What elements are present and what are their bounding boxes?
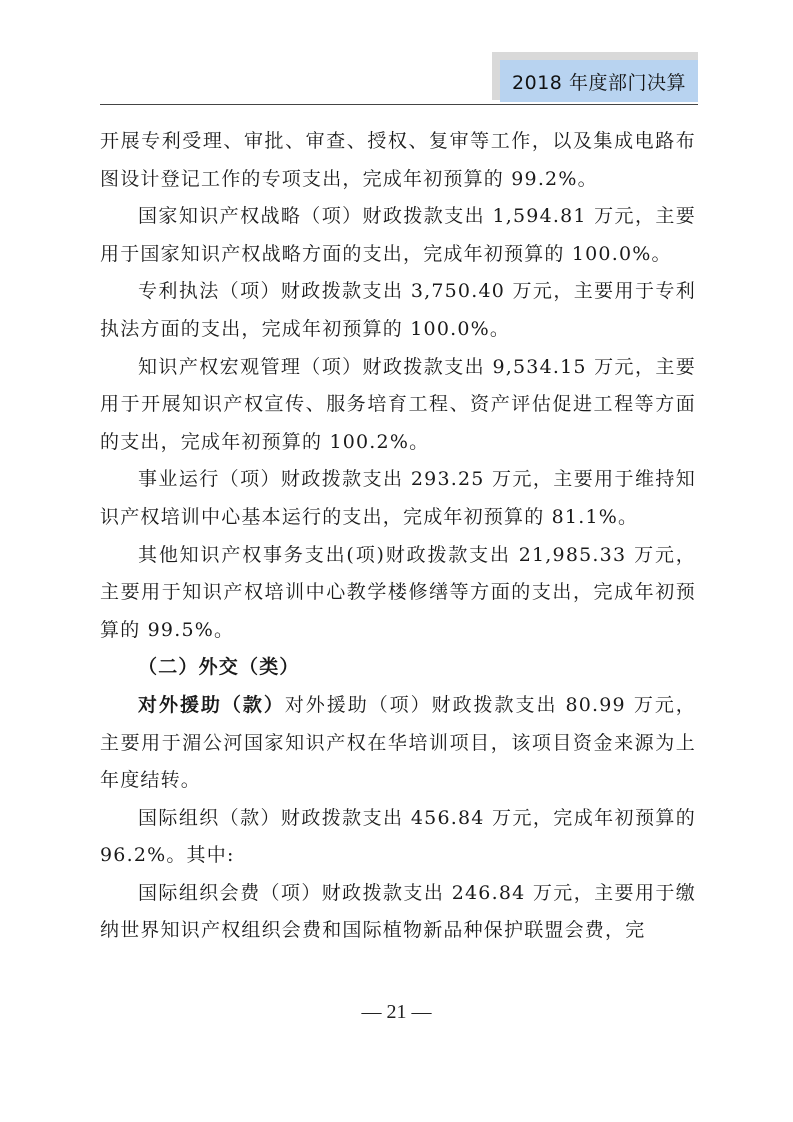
paragraph-continued: 开展专利受理、审批、审查、授权、复审等工作，以及集成电路布图设计登记工作的专项支出，完成年初预算的 99.2%。 xyxy=(100,130,696,190)
paragraph-operations: 事业运行（项）财政拨款支出 293.25 万元，主要用于维持知识产权培训中心基本运行的支出，完成年初预算的 81.1%。 xyxy=(100,468,696,528)
report-title-tab: 2018 年度部门决算 xyxy=(500,60,698,102)
paragraph-international-dues: 国际组织会费（项）财政拨款支出 246.84 万元，主要用于缴纳世界知识产权组织会费和国际植物新品种保护联盟会费，完 xyxy=(100,881,696,942)
paragraph-ip-macro-management: 知识产权宏观管理（项）财政拨款支出 9,534.15 万元，主要用于开展知识产权宣传、服务培育工程、资产评估促进工程等方面的支出，完成年初预算的 100.2%。 xyxy=(100,355,696,453)
page-number: — 21 — xyxy=(361,1001,432,1023)
paragraph-ip-strategy: 国家知识产权战略（项）财政拨款支出 1,594.81 万元，主要用于国家知识产权战略方面的支出，完成年初预算的 100.0%。 xyxy=(100,205,696,265)
paragraph-foreign-aid xyxy=(100,687,696,800)
paragraph-patent-enforcement: 专利执法（项）财政拨款支出 3,750.40 万元，主要用于专利执法方面的支出，完成年初预算的 100.0%。 xyxy=(100,280,696,340)
header-divider xyxy=(100,104,698,105)
section-heading-foreign-affairs: （二）外交（类） xyxy=(138,656,300,679)
document-body xyxy=(100,123,696,950)
foreign-aid-lead: 对外援助（款） xyxy=(138,693,285,716)
foreign-aid-text: 对外援助（项）财政拨款支出 80.99 万元，主要用于湄公河国家知识产权在华培训项目，该项目资金来源为上年度结转。 xyxy=(100,693,697,792)
paragraph-international-orgs: 国际组织（款）财政拨款支出 456.84 万元，完成年初预算的 96.2%。其中: xyxy=(100,806,696,867)
paragraph-other-ip-affairs: 其他知识产权事务支出(项)财政拨款支出 21,985.33 万元，主要用于知识产权培训中心教学楼修缮等方面的支出，完成年初预算的 99.5%。 xyxy=(100,543,697,641)
